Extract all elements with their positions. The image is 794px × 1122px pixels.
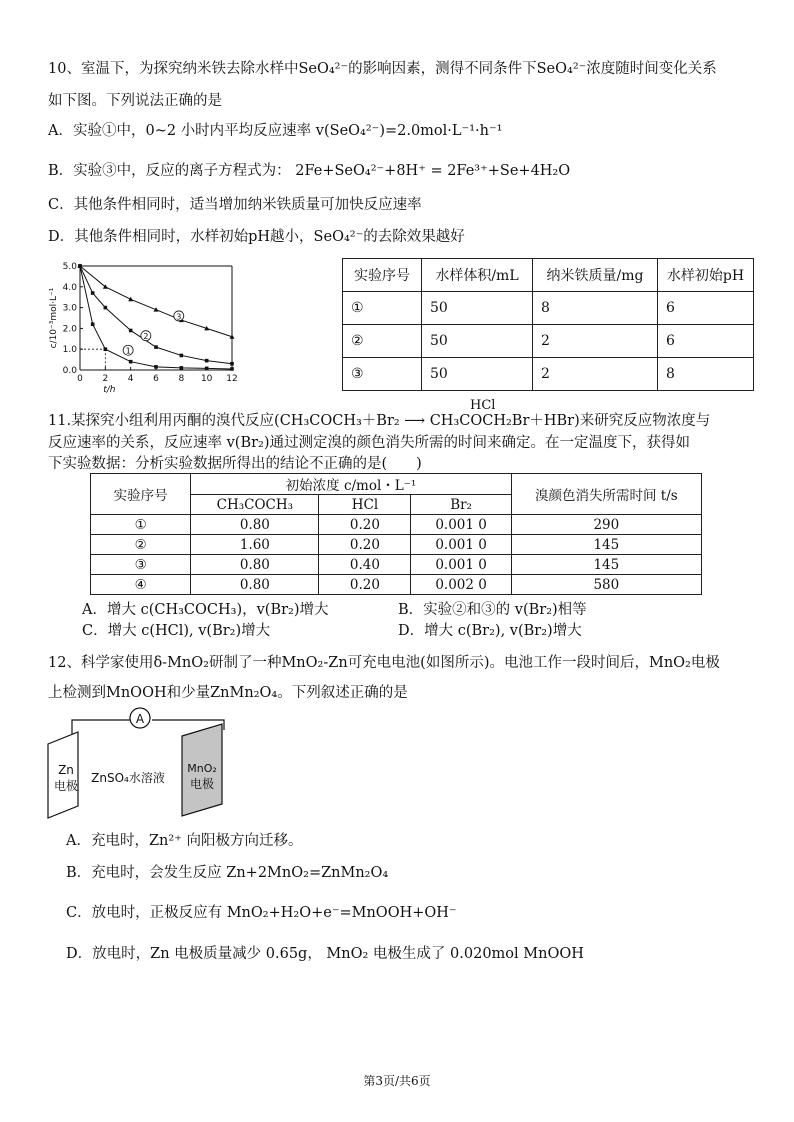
q10-option-d: D．其他条件相同时，水样初始pH越小，SeO₄²⁻的去除效果越好: [48, 229, 465, 245]
series-point-2: [205, 359, 209, 363]
q11-table-row: [91, 555, 702, 575]
y-tick-label: 3.0: [62, 303, 77, 314]
q12-option-d: D．放电时，Zn 电极质量减少 0.65g， MnO₂ 电极生成了 0.020mol MnOOH: [66, 946, 584, 962]
q11-table-row: [91, 535, 702, 555]
y-tick-label: 2.0: [62, 324, 77, 335]
x-tick-label: 10: [200, 374, 213, 384]
q11-cell: 145: [511, 535, 701, 555]
q10-cell: 50: [422, 292, 533, 325]
wire-left: [72, 720, 140, 740]
mno2-electrode-label-1: MnO₂: [187, 762, 217, 775]
q11-data-table: [90, 473, 702, 595]
series-point-1: [205, 367, 209, 371]
series-line-3: [80, 266, 232, 337]
q10-table-row: [343, 292, 754, 325]
y-tick-label: 5.0: [62, 262, 77, 272]
q11-cell: 0.20: [319, 535, 411, 555]
series-point-2: [91, 291, 95, 295]
y-axis-label: c/10⁻³mol·L⁻¹: [49, 287, 59, 349]
series-point-2: [104, 306, 108, 310]
series-point-2: [154, 345, 158, 349]
q11-header-concentration: 初始浓度 c/mol・L⁻¹: [191, 474, 511, 495]
x-tick-label: 8: [178, 374, 185, 384]
q10-conditions-table: [342, 258, 754, 391]
series-point-1: [180, 366, 184, 370]
battery-diagram: [44, 704, 244, 828]
q11-cell: 0.001 0: [411, 555, 511, 575]
q11-table-row: [91, 575, 702, 595]
q12-stem-line1: 12、科学家使用δ-MnO₂研制了一种MnO₂-Zn可充电电池(如图所示)。电池工作一段时间后，MnO₂电极: [48, 655, 720, 671]
series-label-1: 1: [125, 346, 131, 356]
x-tick-label: 4: [127, 374, 134, 384]
q10-cell: ①: [343, 292, 422, 325]
q11-option-d: D．增大 c(Br₂), v(Br₂)增大: [398, 623, 582, 639]
q10-concentration-chart: [40, 256, 250, 394]
series-label-3: 3: [176, 312, 182, 322]
q11-subheader-acetone: CH₃COCH₃: [191, 495, 319, 515]
q10-cell: 2: [533, 325, 658, 358]
q10-option-a: A．实验①中，0~2 小时内平均反应速率 v(SeO₄²⁻)=2.0mol·L⁻¹·h⁻¹: [48, 123, 503, 139]
q12-option-c: C．放电时，正极反应有 MnO₂+H₂O+e⁻=MnOOH+OH⁻: [66, 905, 457, 921]
series-point-1: [129, 360, 133, 364]
mno2-electrode-label-2: 电极: [189, 777, 215, 791]
x-tick-label: 6: [153, 374, 159, 384]
q12-stem-line2: 上检测到MnOOH和少量ZnMn₂O₄。下列叙述正确的是: [48, 685, 408, 701]
q10-table-header-row: [343, 259, 754, 292]
series-label-2: 2: [143, 332, 149, 342]
q10-cell: 6: [658, 325, 754, 358]
q11-subheader-br2: Br₂: [411, 495, 511, 515]
q10-option-c: C．其他条件相同时，适当增加纳米铁质量可加快反应速率: [48, 197, 422, 213]
q10-cell: 6: [658, 292, 754, 325]
q11-cell: 0.001 0: [411, 515, 511, 535]
series-point-1: [230, 367, 234, 371]
q11-cell: 0.20: [319, 575, 411, 595]
q11-cell: 0.20: [319, 515, 411, 535]
series-line-2: [80, 266, 232, 364]
x-axis-label: t/h: [103, 385, 116, 394]
y-tick-label: 1.0: [62, 345, 77, 356]
zn-electrode-label-1: Zn: [58, 763, 74, 777]
q11-option-b: B．实验②和③的 v(Br₂)相等: [398, 602, 587, 618]
q10-table-row: [343, 358, 754, 391]
series-point-1: [104, 347, 108, 351]
series-point-2: [180, 354, 184, 358]
x-tick-label: 2: [102, 374, 109, 384]
q11-cell: 0.40: [319, 555, 411, 575]
q12-option-a: A．充电时，Zn²⁺ 向阳极方向迁移。: [66, 833, 303, 849]
y-tick-label: 0.0: [62, 366, 77, 376]
q11-catalyst-label: HCl: [470, 398, 496, 413]
ammeter-label: A: [135, 712, 145, 726]
q11-cell: 0.001 0: [411, 535, 511, 555]
q10-cell: 50: [422, 358, 533, 391]
series-point-1: [91, 322, 95, 326]
q11-cell: 0.80: [191, 515, 319, 535]
q10-cell: ③: [343, 358, 422, 391]
q10-cell: 2: [533, 358, 658, 391]
q11-header-serial: 实验序号: [91, 474, 191, 515]
q11-cell: 580: [511, 575, 701, 595]
q10-cell: 50: [422, 325, 533, 358]
zn-electrode-label-2: 电极: [53, 779, 79, 793]
q11-stem-line2: 反应速率的关系，反应速率 v(Br₂)通过测定溴的颜色消失所需的时间来确定。在一定温度下，获得如: [48, 435, 691, 451]
q11-cell: 290: [511, 515, 701, 535]
q10-cell: 8: [658, 358, 754, 391]
q11-cell: 0.80: [191, 575, 319, 595]
q10-cell: ②: [343, 325, 422, 358]
q11-cell: 0.80: [191, 555, 319, 575]
q11-option-a: A．增大 c(CH₃COCH₃)，v(Br₂)增大: [82, 602, 329, 618]
q11-cell: 0.002 0: [411, 575, 511, 595]
q10-header-ph: 水样初始pH: [658, 259, 754, 292]
q10-stem-line2: 如下图。下列说法正确的是: [48, 93, 222, 109]
q11-cell: 145: [511, 555, 701, 575]
q11-cell: ③: [91, 555, 191, 575]
series-line-1: [80, 266, 232, 369]
x-tick-label: 0: [77, 374, 83, 384]
page-footer: 第3页/共6页: [363, 1074, 431, 1088]
q11-option-c: C．增大 c(HCl), v(Br₂)增大: [82, 623, 271, 639]
q10-cell: 8: [533, 292, 658, 325]
q11-cell: 1.60: [191, 535, 319, 555]
q10-header-iron-mass: 纳米铁质量/mg: [533, 259, 658, 292]
q10-stem-line1: 10、室温下，为探究纳米铁去除水样中SeO₄²⁻的影响因素，测得不同条件下SeO₄²⁻浓度随时间变化关系: [48, 61, 717, 77]
q11-cell: ①: [91, 515, 191, 535]
q11-subheader-hcl: HCl: [319, 495, 411, 515]
q11-header-row: [91, 474, 702, 495]
series-point-2: [129, 329, 133, 333]
series-point-2: [230, 362, 234, 366]
electrolyte-label: ZnSO₄水溶液: [91, 771, 165, 785]
q11-stem-line1: 11.某探究小组利用丙酮的溴代反应(CH₃COCH₃＋Br₂ ⟶ CH₃COCH₂Br＋HBr)来研究反应物浓度与: [48, 413, 711, 429]
series-point-1: [154, 365, 158, 369]
series-point-3: [128, 297, 133, 302]
q10-option-b: B．实验③中，反应的离子方程式为： 2Fe+SeO₄²⁻+8H⁺ = 2Fe³⁺+Se+4H₂O: [48, 163, 571, 179]
q12-option-b: B．充电时，会发生反应 Zn+2MnO₂=ZnMn₂O₄: [66, 865, 389, 881]
q10-header-serial: 实验序号: [343, 259, 422, 292]
q11-header-time: 溴颜色消失所需时间 t/s: [511, 474, 701, 515]
q11-table-row: [91, 515, 702, 535]
x-tick-label: 12: [226, 374, 238, 384]
q10-header-volume: 水样体积/mL: [422, 259, 533, 292]
q10-table-row: [343, 325, 754, 358]
y-tick-label: 4.0: [62, 282, 77, 293]
q11-cell: ②: [91, 535, 191, 555]
q11-cell: ④: [91, 575, 191, 595]
q11-stem-line3: 下实验数据：分析实验数据所得出的结论不正确的是( ): [48, 456, 422, 472]
